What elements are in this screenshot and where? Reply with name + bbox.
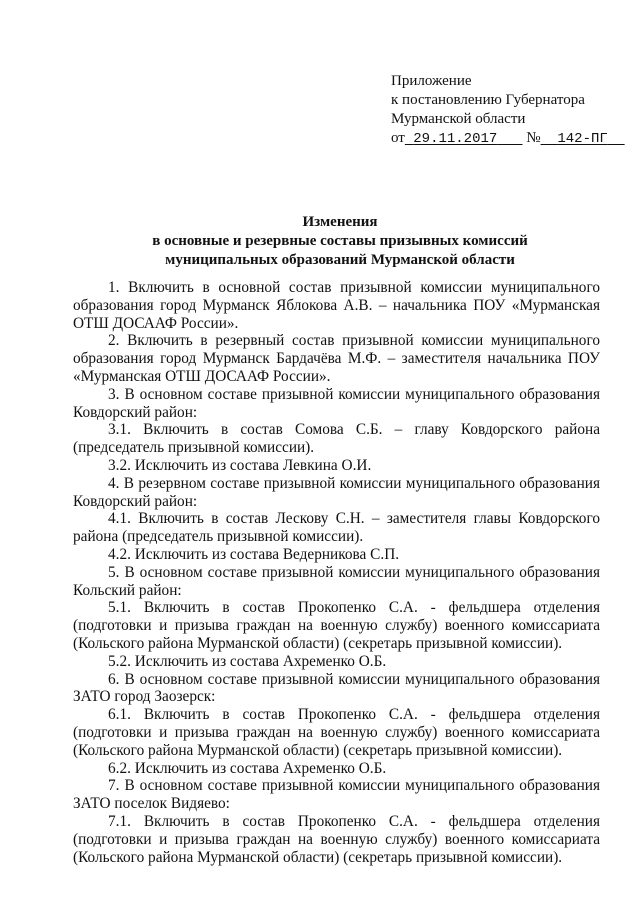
appendix-date-number	[391, 129, 625, 149]
number-prefix: №	[526, 130, 541, 146]
paragraph: 7. В основном составе призывной комиссии муниципального образования ЗАТО поселок Видяево:	[73, 777, 600, 813]
paragraph: 6.1. Включить в состав Прокопенко С.А. - фельдшера отделения (подготовки и призыва граждан на военную службу) военного комиссариата (Кольского района Мурманской области) (секретарь призывной комиссии).	[73, 706, 600, 759]
appendix-label: Приложение	[391, 73, 472, 89]
appendix-decree-ref: к постановлению Губернатора	[391, 92, 585, 108]
paragraph: 6. В основном составе призывной комиссии муниципального образования ЗАТО город Заозерск:	[73, 670, 600, 706]
appendix-region: Мурманской области	[391, 111, 526, 127]
paragraph: 6.2. Исключить из состава Ахременко О.Б.	[108, 759, 387, 777]
document-title	[60, 213, 620, 270]
appendix-stamp	[391, 72, 625, 149]
paragraph: 2. Включить в резервный состав призывной комиссии муниципального образования город Мурманск Бардачёва М.Ф. – заместителя начальника ПОУ «Мурманская ОТШ ДОСААФ России».	[73, 332, 600, 385]
paragraph: 7.1. Включить в состав Прокопенко С.А. - фельдшера отделения (подготовки и призыва граждан на военную службу) военного комиссариата (Кольского района Мурманской области) (секретарь призывной комиссии).	[73, 812, 600, 866]
paragraph: 4.1. Включить в состав Лескову С.Н. – заместителя главы Ковдорского района (председатель призывной комиссии).	[73, 510, 600, 546]
paragraph: 5.2. Исключить из состава Ахременко О.Б.	[108, 652, 387, 670]
paragraph: 5. В основном составе призывной комиссии муниципального образования Кольский район:	[73, 563, 600, 599]
title-line-2: в основные и резервные составы призывных комиссий	[152, 233, 528, 249]
decree-number: 142-ПГ	[557, 131, 608, 147]
paragraph: 5.1. Включить в состав Прокопенко С.А. - фельдшера отделения (подготовки и призыва граждан на военную службу) военного комиссариата (Кольского района Мурманской области) (секретарь призывной комиссии).	[73, 599, 600, 652]
document-body	[73, 279, 600, 866]
title-line-1: Изменения	[302, 214, 378, 230]
paragraph: 3.1. Включить в состав Сомова С.Б. – главу Ковдорского района (председатель призывной комиссии).	[73, 421, 600, 457]
paragraph: 4.2. Исключить из состава Ведерникова С.П.	[108, 545, 400, 563]
title-line-3: муниципальных образований Мурманской области	[165, 252, 515, 268]
paragraph: 3. В основном составе призывной комиссии муниципального образования Ковдорский район:	[73, 385, 600, 421]
paragraph: 4. В резервном составе призывной комиссии муниципального образования Ковдорский район:	[73, 474, 600, 510]
paragraph: 1. Включить в основной состав призывной комиссии муниципального образования город Мурманск Яблокова А.В. – начальника ПОУ «Мурманская ОТШ ДОСААФ России».	[73, 279, 600, 332]
date-prefix: от	[391, 130, 405, 146]
decree-date: 29.11.2017	[413, 131, 498, 147]
paragraph: 3.2. Исключить из состава Левкина О.И.	[108, 456, 372, 474]
